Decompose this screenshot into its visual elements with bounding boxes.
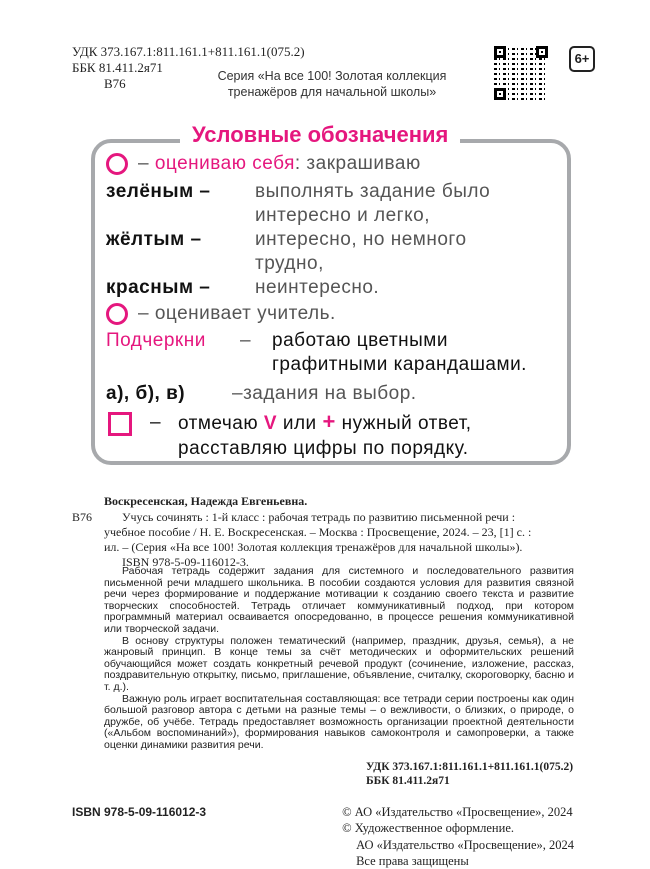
red-text: неинтересно. (255, 277, 380, 298)
qr-code (494, 46, 548, 100)
teacher-text: – оценивает учитель. (138, 303, 336, 324)
series-line-2: тренажёров для начальной школы» (227, 85, 437, 99)
yellow-text-1: интересно, но немного (255, 229, 467, 250)
red-label: красным – (106, 277, 211, 298)
green-label: зелёным – (106, 181, 211, 202)
check-mark-icon: V (263, 413, 278, 434)
self-assess-label: оцениваю себя (154, 153, 295, 174)
qr-corner (536, 46, 548, 58)
footer-isbn: ISBN 978-5-09-116012-3 (72, 804, 207, 819)
series-line-1: Серия «На все 100! Золотая коллекция (217, 69, 447, 83)
mark-text-2: нужный ответ, (341, 413, 472, 434)
mark-line (178, 410, 472, 436)
rights-reserved: Все права защищены (356, 854, 469, 868)
dash: – (240, 330, 252, 351)
biblio-code: В76 (72, 510, 93, 524)
mark-or: или (282, 413, 317, 434)
biblio-author: Воскресенская, Надежда Евгеньевна. (104, 494, 308, 508)
annotation (104, 566, 574, 752)
answer-square-icon (108, 412, 132, 436)
age-rating-badge: 6+ (569, 46, 595, 72)
underline-label: Подчеркни (106, 330, 206, 351)
green-text-1: выполнять задание было (255, 181, 491, 202)
bottom-section (72, 566, 574, 869)
biblio-line-1: Учусь сочинять : 1-й класс : рабочая тетрадь по развитию письменной речи : (122, 510, 516, 524)
biblio-line-2: учебное пособие / Н. Е. Воскресенская. – Москва : Просвещение, 2024. – 23, [1] с. : (104, 525, 532, 539)
bbk-header: ББК 81.411.2я71 (72, 60, 163, 75)
self-assessment-circle-icon (106, 153, 128, 175)
author-code: В76 (104, 76, 126, 91)
biblio-line-3: ил. – (Серия «На все 100! Золотая коллекция тренажёров для начальной школы»). (104, 540, 523, 554)
annotation-paragraph: Важную роль играет воспитательная составляющая: все тетради серии построены как один большой разговор автора с детьми на разные темы – о вежливости, о близких, о природе, о дружбе, об учёбе. Тетрадь предоставляет возможность организации проектной деятельности («Альбом воспоминаний»), формирования навыков самоконтроля и самопроверки, а также оценки динамики развития речи. (104, 692, 574, 751)
copyright-block (342, 804, 574, 869)
self-assess-line (138, 153, 421, 175)
qr-corner (494, 88, 506, 100)
yellow-text-2: трудно, (255, 253, 324, 274)
biblio-isbn: ISBN 978-5-09-116012-3. (122, 555, 249, 569)
copyright-2: © Художественное оформление. (342, 821, 514, 835)
annotation-paragraph: В основу структуры положен тематический (например, праздник, друзья, семья), а не жанровый принцип. В конце темы за счёт методических и оформительских решений обучающийся может создать конкретный речевой продукт (сочинение, изложение, рассказ, поздравительную открытку, письмо, приглашение, объявление, считалку, скороговорку, басню и т. д.). (104, 634, 574, 693)
choice-label: а), б), в) (106, 383, 186, 404)
teacher-circle-icon (106, 303, 128, 325)
self-assess-rest: : закрашиваю (294, 153, 421, 174)
underline-text-1: работаю цветными (272, 330, 448, 351)
footer-udk: УДК 373.167.1:811.161.1+811.161.1(075.2) (366, 760, 574, 773)
annotation-paragraph: Рабочая тетрадь содержит задания для системного и последовательного развития письменной речи младшего школьника. В пособии создаются условия для развития связной речи через формирование и поддержание мотивации к созданию своего текста и развитие творческих способностей. Тетрадь отличает коммуникативный подход, при котором программный материал осваивается опосредованно, в процессе решения коммуникативной или творческой задачи. (104, 565, 574, 635)
dash: – (150, 412, 162, 433)
green-text-2: интересно и легко, (255, 205, 430, 226)
underline-text-2: графитными карандашами. (272, 354, 527, 375)
footer-bbk: ББК 81.411.2я71 (366, 774, 450, 787)
yellow-label: жёлтым – (106, 229, 202, 250)
udk-header: УДК 373.167.1:811.161.1+811.161.1(075.2) (72, 44, 305, 59)
dash: – (138, 153, 150, 174)
mark-text-1: отмечаю (178, 413, 259, 434)
qr-corner (494, 46, 506, 58)
mark-text-3: расставляю цифры по порядку. (178, 438, 469, 459)
plus-icon: + (322, 409, 336, 434)
footer-row (72, 804, 574, 869)
choice-text: –задания на выбор. (232, 383, 417, 404)
copyright-1: © АО «Издательство «Просвещение», 2024 (342, 804, 573, 819)
legend-title: Условные обозначения (180, 122, 460, 148)
footer-classification (366, 760, 574, 788)
copyright-3: АО «Издательство «Просвещение», 2024 (356, 837, 574, 852)
